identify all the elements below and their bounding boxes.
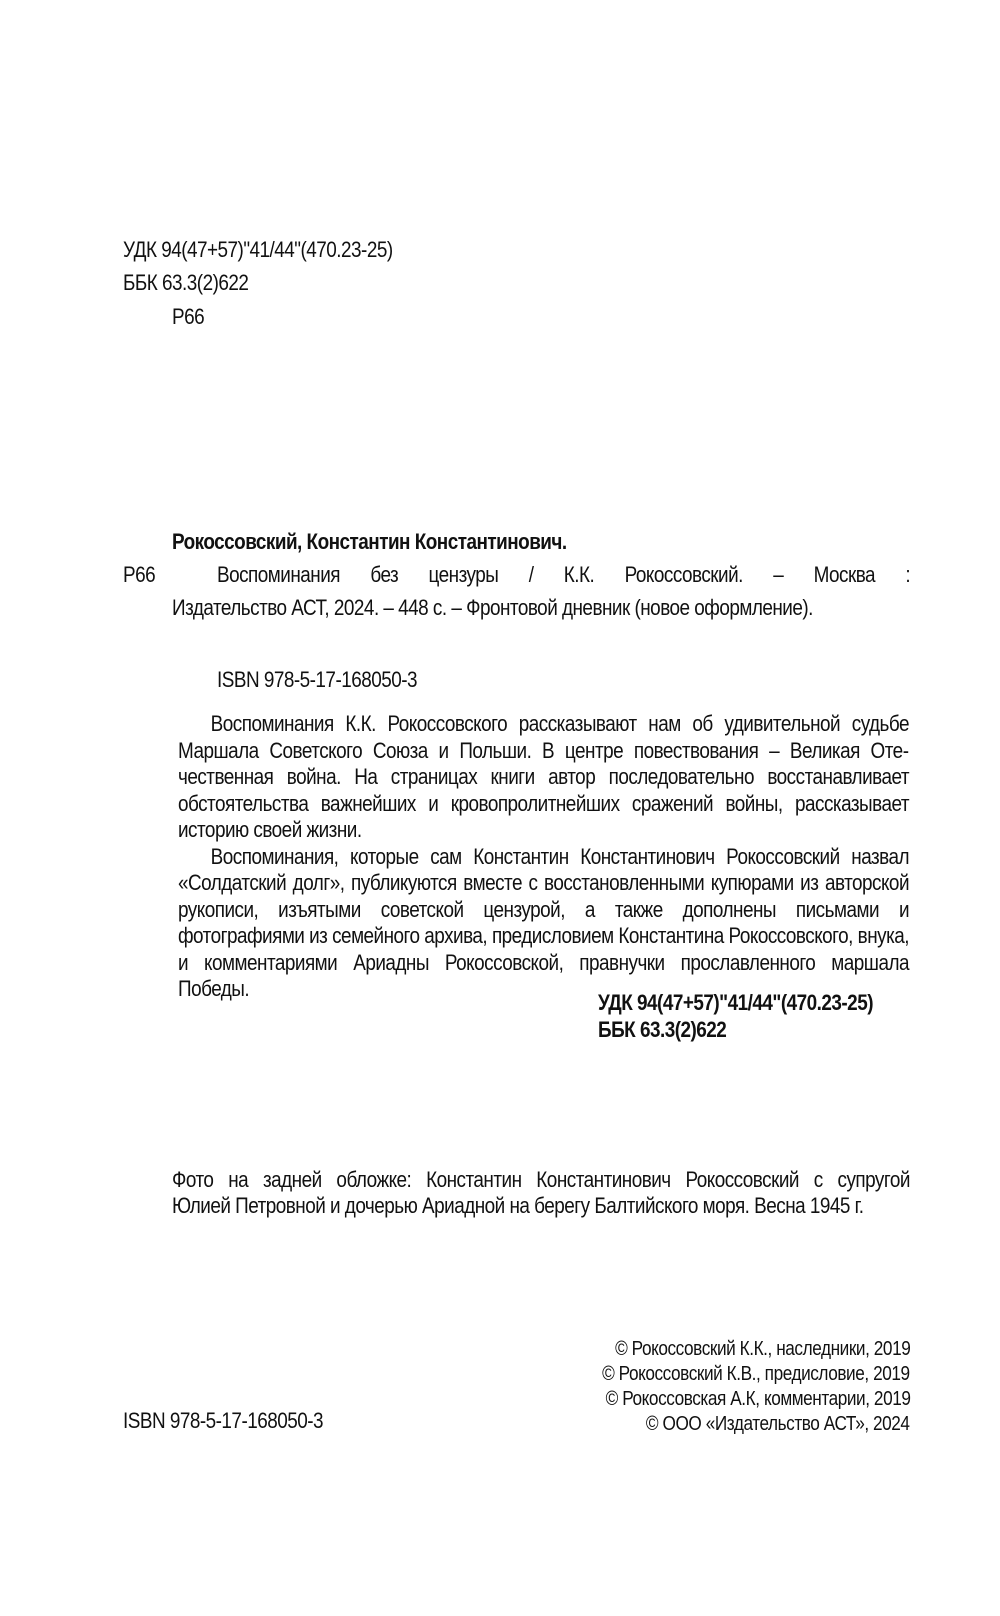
isbn-record-text: ISBN 978-5-17-168050-3: [217, 667, 418, 692]
udk-code-text: УДК 94(47+57)"41/44"(470.23-25): [123, 237, 393, 262]
title-line-1-text: Воспоминания без цензуры / К.К. Рокоссовский. – Москва :: [217, 562, 911, 587]
copyright-line: [552, 1387, 910, 1412]
author-mark-top-text: Р66: [172, 304, 205, 329]
copyright-line: [552, 1362, 910, 1387]
copyright-text: © Рокоссовская А.К, комментарии, 2019: [605, 1388, 910, 1410]
author-mark-record-text: Р66: [123, 562, 156, 587]
copyright-line: [552, 1412, 910, 1437]
photo-credit-line-1-text: Фото на задней обложке: Константин Константинович Рокоссовский с супругой: [172, 1167, 910, 1192]
title-line-2-text: Издательство АСТ, 2024. – 448 с. – Фронтовой дневник (новое оформление).: [172, 595, 813, 620]
copyright-text: © Рокоссовский К.К., наследники, 2019: [614, 1338, 910, 1360]
author-heading-text: Рокоссовский, Константин Константинович.: [172, 529, 567, 554]
isbn-record: [217, 667, 450, 693]
title-line-2: [172, 595, 917, 621]
copyright-line: [552, 1337, 910, 1362]
abstract-paragraph-2: Воспоминания, которые сам Константин Константинович Рокоссовский назвал «Солдатский долг», публикуются вместе с восстановленными купюрами из авторской рукописи, изъятыми советской цензурой, а также дополнены письмами и фотографиями из семейного архива, предисловием Константина Рокоссовского, внука, и комментариями Ариадны Рокоссовской, правнучки прославленного маршала Победы.: [178, 843, 909, 1001]
author-mark-top: [172, 304, 209, 330]
author-mark-record: [123, 562, 160, 588]
isbn-footer-text: ISBN 978-5-17-168050-3: [123, 1408, 324, 1433]
photo-credit-line-2: [172, 1193, 976, 1219]
bbk-code-text: ББК 63.3(2)622: [123, 270, 249, 295]
abstract-paragraph-1: Воспоминания К.К. Рокоссовского рассказывают нам об удивительной судьбе Маршала Советского Союза и Польши. В центре повествования – Великая Отечественная война. На страницах книги автор последовательно восстанавливает обстоятельства важнейших и кровопролитнейших сражений войны, рассказывает историю своей жизни.: [178, 711, 909, 842]
copyright-text: © Рокоссовский К.В., предисловие, 2019: [602, 1363, 910, 1385]
udk-code-bold: [598, 990, 918, 1016]
photo-credit-line-2-text: Юлией Петровной и дочерью Ариадной на берегу Балтийского моря. Весна 1945 г.: [172, 1193, 864, 1218]
bbk-code: [123, 270, 269, 296]
title-line-1: [217, 562, 910, 588]
bbk-code-bold-text: ББК 63.3(2)622: [598, 1017, 727, 1042]
copyright-text: © ООО «Издательство АСТ», 2024: [646, 1413, 910, 1435]
udk-code-bold-text: УДК 94(47+57)"41/44"(470.23-25): [598, 990, 873, 1015]
photo-credit-line-1: [172, 1167, 910, 1193]
abstract: [178, 711, 910, 1003]
isbn-footer: [123, 1408, 356, 1434]
copyright-block: [552, 1337, 910, 1437]
bbk-code-bold: [598, 1017, 747, 1043]
author-heading: [172, 529, 631, 555]
udk-code: [123, 237, 437, 263]
